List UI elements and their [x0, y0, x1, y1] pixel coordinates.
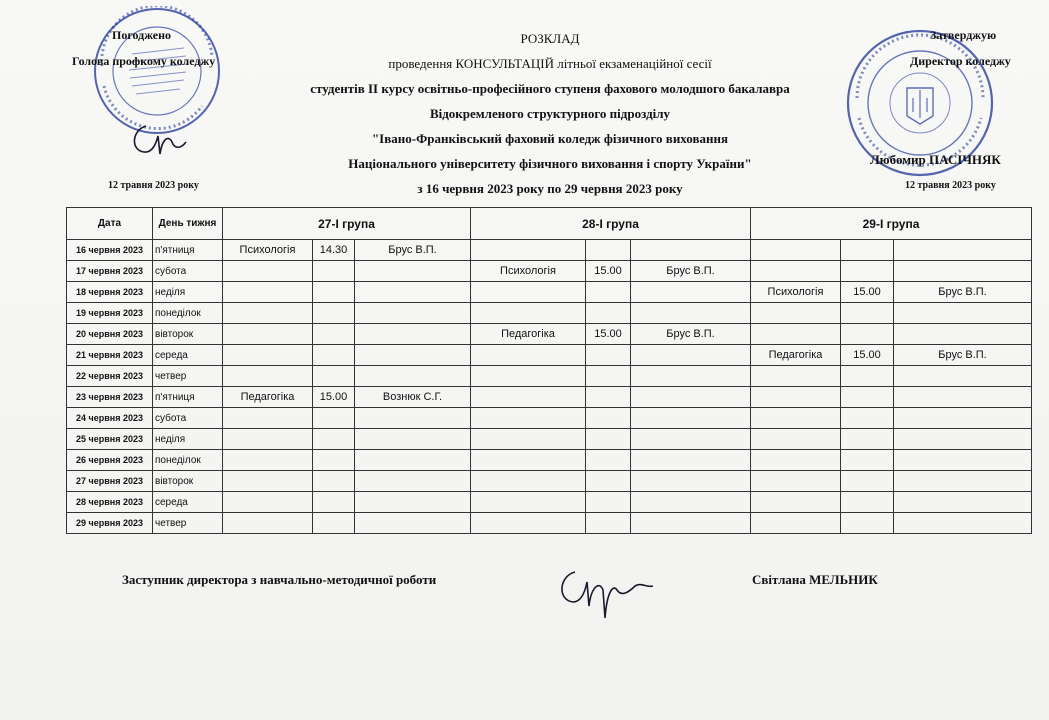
cell-time [313, 324, 355, 345]
cell-time [586, 408, 631, 429]
cell-time [841, 261, 894, 282]
cell-day: п'ятниця [153, 387, 223, 408]
table-row [67, 450, 1032, 471]
cell-date: 22 червня 2023 [67, 366, 153, 387]
cell-time [313, 513, 355, 534]
cell-day: вівторок [153, 471, 223, 492]
cell-time [313, 450, 355, 471]
cell-subject [751, 513, 841, 534]
cell-subject [471, 408, 586, 429]
cell-subject [751, 450, 841, 471]
cell-day: середа [153, 492, 223, 513]
approval-left-position: Голова профкому коледжу [72, 54, 216, 68]
cell-day: вівторок [153, 324, 223, 345]
cell-time [313, 345, 355, 366]
table-row [67, 282, 1032, 303]
signature-icon [128, 120, 198, 160]
cell-teacher [631, 450, 751, 471]
title-line-3: студентів ІІ курсу освітньо-професійного ступеня фахового молодшого бакалавра [310, 81, 790, 96]
cell-subject [223, 282, 313, 303]
cell-time [841, 366, 894, 387]
title-line-5: "Івано-Франківський фаховий коледж фізичного виховання [371, 131, 729, 146]
cell-teacher [631, 387, 751, 408]
cell-teacher [355, 366, 471, 387]
cell-subject [471, 303, 586, 324]
cell-time [313, 429, 355, 450]
cell-time [841, 303, 894, 324]
cell-subject: Педагогіка [471, 324, 586, 345]
cell-time [586, 429, 631, 450]
cell-subject: Педагогіка [751, 345, 841, 366]
cell-time [586, 282, 631, 303]
cell-subject [751, 471, 841, 492]
table-row [67, 240, 1032, 261]
cell-teacher: Вознюк С.Г. [355, 387, 471, 408]
cell-time [841, 324, 894, 345]
cell-subject [751, 240, 841, 261]
cell-subject [223, 303, 313, 324]
cell-teacher [355, 303, 471, 324]
cell-time [841, 492, 894, 513]
cell-subject: Психологія [223, 240, 313, 261]
cell-day: субота [153, 261, 223, 282]
table-row [67, 408, 1032, 429]
cell-time [586, 240, 631, 261]
table-header-row [67, 208, 1032, 240]
title-line-7: з 16 червня 2023 року по 29 червня 2023 року [417, 181, 683, 196]
cell-date: 18 червня 2023 [67, 282, 153, 303]
table-row [67, 387, 1032, 408]
cell-teacher [631, 345, 751, 366]
cell-subject: Педагогіка [223, 387, 313, 408]
title-line-4: Відокремленого структурного підрозділу [429, 106, 671, 121]
cell-date: 21 червня 2023 [67, 345, 153, 366]
cell-subject [223, 366, 313, 387]
table-row [67, 471, 1032, 492]
cell-teacher [894, 261, 1032, 282]
cell-time [313, 408, 355, 429]
cell-time [586, 303, 631, 324]
cell-teacher [355, 450, 471, 471]
cell-subject [471, 345, 586, 366]
cell-teacher [894, 240, 1032, 261]
cell-date: 17 червня 2023 [67, 261, 153, 282]
cell-subject [471, 513, 586, 534]
cell-subject [751, 366, 841, 387]
cell-teacher [355, 261, 471, 282]
footer-name: Світлана МЕЛЬНИК [752, 572, 878, 587]
cell-day: четвер [153, 513, 223, 534]
cell-time [841, 408, 894, 429]
schedule-table [66, 207, 1032, 534]
cell-time [841, 429, 894, 450]
cell-time [313, 366, 355, 387]
cell-subject [751, 324, 841, 345]
cell-subject [471, 450, 586, 471]
signature-icon [555, 562, 665, 622]
cell-teacher [355, 471, 471, 492]
cell-time [841, 513, 894, 534]
cell-time [313, 303, 355, 324]
cell-day: понеділок [153, 303, 223, 324]
cell-time [313, 261, 355, 282]
schedule-body [67, 240, 1032, 534]
header-group-28: 28-І група [471, 208, 751, 240]
cell-teacher: Брус В.П. [894, 282, 1032, 303]
cell-teacher [355, 282, 471, 303]
document-title [250, 26, 850, 201]
header-day: День тижня [153, 208, 223, 240]
cell-teacher [894, 324, 1032, 345]
cell-subject [471, 492, 586, 513]
table-row [67, 492, 1032, 513]
cell-time: 14.30 [313, 240, 355, 261]
header-group-29: 29-І група [751, 208, 1032, 240]
cell-subject [223, 324, 313, 345]
cell-day: неділя [153, 429, 223, 450]
cell-subject [751, 408, 841, 429]
cell-teacher [355, 513, 471, 534]
cell-teacher [355, 408, 471, 429]
cell-time [313, 492, 355, 513]
cell-teacher: Брус В.П. [631, 324, 751, 345]
header-date: Дата [67, 208, 153, 240]
cell-teacher [631, 282, 751, 303]
cell-subject [471, 240, 586, 261]
cell-teacher [355, 324, 471, 345]
cell-time [313, 282, 355, 303]
cell-teacher: Брус В.П. [631, 261, 751, 282]
cell-teacher: Брус В.П. [894, 345, 1032, 366]
cell-date: 20 червня 2023 [67, 324, 153, 345]
cell-subject [751, 492, 841, 513]
cell-time [586, 366, 631, 387]
cell-teacher [631, 492, 751, 513]
cell-date: 26 червня 2023 [67, 450, 153, 471]
approval-right-label: Затверджую [930, 28, 997, 42]
table-row [67, 303, 1032, 324]
table-row [67, 429, 1032, 450]
cell-subject [223, 345, 313, 366]
cell-subject [471, 471, 586, 492]
cell-time [586, 513, 631, 534]
cell-subject [751, 261, 841, 282]
cell-teacher [894, 408, 1032, 429]
cell-subject [471, 387, 586, 408]
cell-subject: Психологія [471, 261, 586, 282]
approval-right-name: Любомир ПАСІЧНЯК [870, 152, 1001, 167]
cell-teacher [355, 429, 471, 450]
cell-subject [223, 408, 313, 429]
table-row [67, 345, 1032, 366]
header-group-27: 27-І група [223, 208, 471, 240]
cell-teacher [894, 303, 1032, 324]
cell-teacher [894, 366, 1032, 387]
cell-time [586, 492, 631, 513]
approval-left-label: Погоджено [112, 28, 171, 42]
cell-day: четвер [153, 366, 223, 387]
cell-time [586, 387, 631, 408]
cell-date: 29 червня 2023 [67, 513, 153, 534]
cell-date: 27 червня 2023 [67, 471, 153, 492]
cell-date: 28 червня 2023 [67, 492, 153, 513]
table-row [67, 324, 1032, 345]
cell-time: 15.00 [313, 387, 355, 408]
cell-subject [751, 387, 841, 408]
cell-date: 16 червня 2023 [67, 240, 153, 261]
cell-day: понеділок [153, 450, 223, 471]
cell-teacher [894, 450, 1032, 471]
cell-teacher [894, 471, 1032, 492]
cell-day: неділя [153, 282, 223, 303]
cell-time [841, 240, 894, 261]
cell-subject [471, 282, 586, 303]
title-line-1: РОЗКЛАД [520, 31, 580, 46]
cell-day: середа [153, 345, 223, 366]
cell-time [841, 471, 894, 492]
footer-position: Заступник директора з навчально-методичної роботи [122, 572, 437, 587]
approval-right-position: Директор коледжу [910, 54, 1011, 68]
cell-subject [223, 513, 313, 534]
cell-teacher [631, 303, 751, 324]
cell-teacher [355, 345, 471, 366]
table-row [67, 366, 1032, 387]
cell-subject [223, 450, 313, 471]
cell-time: 15.00 [586, 261, 631, 282]
title-line-6: Національного університету фізичного виховання і спорту України" [348, 156, 752, 171]
table-row [67, 513, 1032, 534]
cell-teacher [894, 387, 1032, 408]
approval-right-date: 12 травня 2023 року [905, 180, 996, 191]
cell-time [313, 471, 355, 492]
cell-time [841, 387, 894, 408]
cell-time [586, 345, 631, 366]
cell-teacher: Брус В.П. [355, 240, 471, 261]
trade-union-seal-icon [92, 6, 222, 136]
cell-day: п'ятниця [153, 240, 223, 261]
cell-subject [471, 429, 586, 450]
cell-teacher [894, 492, 1032, 513]
cell-subject [223, 492, 313, 513]
cell-teacher [631, 513, 751, 534]
cell-teacher [631, 240, 751, 261]
cell-time: 15.00 [841, 282, 894, 303]
cell-teacher [894, 513, 1032, 534]
cell-time: 15.00 [841, 345, 894, 366]
cell-day: субота [153, 408, 223, 429]
cell-teacher [631, 408, 751, 429]
cell-subject [751, 429, 841, 450]
cell-time [841, 450, 894, 471]
cell-subject: Психологія [751, 282, 841, 303]
cell-time [586, 450, 631, 471]
cell-subject [223, 261, 313, 282]
cell-time: 15.00 [586, 324, 631, 345]
cell-subject [471, 366, 586, 387]
cell-time [586, 471, 631, 492]
cell-teacher [355, 492, 471, 513]
cell-teacher [894, 429, 1032, 450]
approval-left-date: 12 травня 2023 року [108, 180, 199, 191]
cell-teacher [631, 366, 751, 387]
cell-teacher [631, 471, 751, 492]
cell-teacher [631, 429, 751, 450]
title-line-2: проведення КОНСУЛЬТАЦІЙ літньої екзаменаційної сесії [388, 56, 712, 71]
table-row [67, 261, 1032, 282]
cell-date: 19 червня 2023 [67, 303, 153, 324]
cell-date: 25 червня 2023 [67, 429, 153, 450]
cell-subject [223, 429, 313, 450]
cell-subject [223, 471, 313, 492]
cell-subject [751, 303, 841, 324]
cell-date: 23 червня 2023 [67, 387, 153, 408]
cell-date: 24 червня 2023 [67, 408, 153, 429]
